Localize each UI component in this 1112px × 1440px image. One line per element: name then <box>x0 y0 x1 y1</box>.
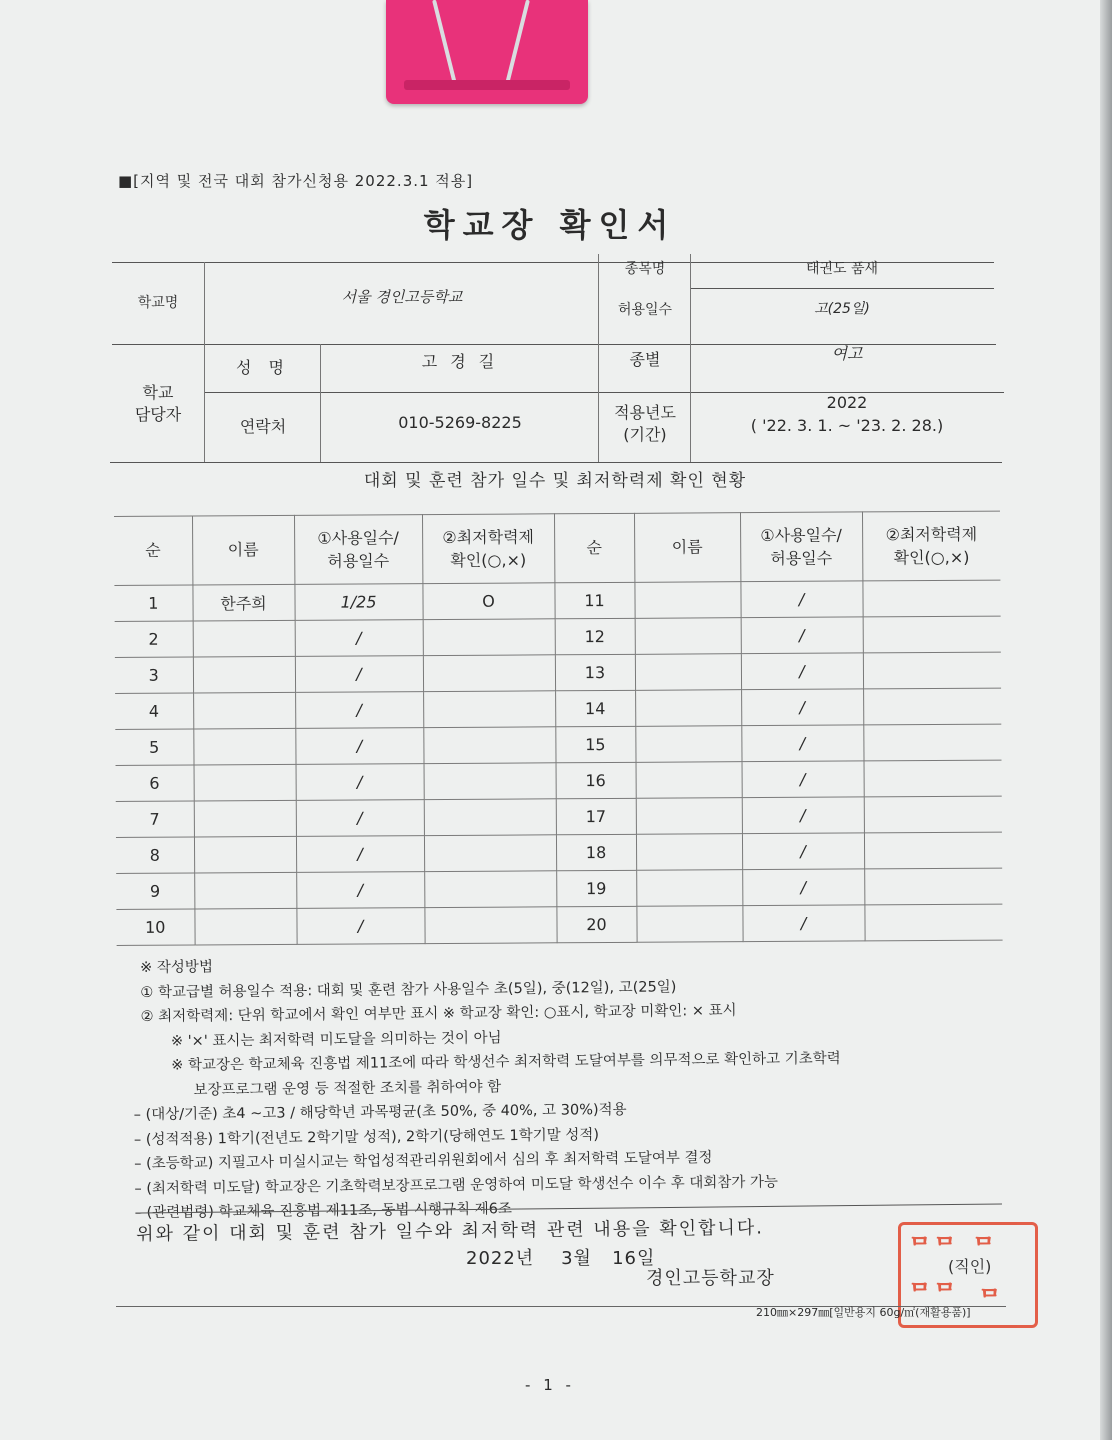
table-cell: 11 <box>554 582 634 618</box>
table-row <box>115 652 1001 693</box>
table-cell: / <box>296 908 424 945</box>
contact-value: 010-5269-8225 <box>398 412 522 432</box>
paper-spec: 210㎜×297㎜[일반용지 60g/㎡(재활용품)] <box>756 1306 971 1319</box>
table-cell <box>864 760 1002 797</box>
table-cell <box>424 763 556 800</box>
table-row <box>116 832 1002 873</box>
table-cell: / <box>296 800 424 837</box>
table-cell: / <box>742 905 864 942</box>
table-cell: 1 <box>114 585 192 621</box>
table-cell <box>863 616 1001 653</box>
table-cell: / <box>741 617 863 654</box>
period-range: ( '22. 3. 1. ~ '23. 2. 28.) <box>750 415 944 435</box>
table-cell <box>424 799 556 836</box>
table-cell: / <box>740 581 862 618</box>
table-header-cell: 이름 <box>192 515 294 585</box>
note-line: ② 최저학력제: 단위 학교에서 확인 여부만 표시 ※ 학교장 확인: ○표시, 학교장 미확인: × 표시 <box>140 1002 737 1025</box>
name-value: 고 경 길 <box>421 351 499 371</box>
table-cell: / <box>742 869 864 906</box>
table-cell <box>194 836 296 873</box>
table-cell: 14 <box>555 690 635 726</box>
table-cell: 17 <box>556 798 636 834</box>
table-cell: / <box>742 761 864 798</box>
staff-label: 학교 담당자 <box>134 382 182 424</box>
table-row <box>116 868 1002 909</box>
table-cell <box>863 688 1001 725</box>
section-title: 대회 및 훈련 참가 일수 및 최저학력제 확인 현황 <box>363 471 747 491</box>
event-value: 태권도 품새 <box>805 261 879 278</box>
table-row <box>115 616 1001 657</box>
allowed-days-label: 허용일수 <box>617 302 673 319</box>
table-cell: 7 <box>116 801 194 837</box>
table-cell <box>193 692 295 729</box>
note-line: ※ 학교장은 학교체육 진흥법 제11조에 따라 학생선수 최저학력 도달여부를 의무적으로 확인하고 기초학력 <box>171 1050 841 1074</box>
table-cell: 8 <box>116 837 194 873</box>
table-cell <box>635 618 741 655</box>
clip-wire-left <box>432 0 457 84</box>
table-header-row <box>114 511 1000 585</box>
table-cell: 1/25 <box>294 584 422 621</box>
table-cell: / <box>741 653 863 690</box>
note-line: – (초등학교) 지필고사 미실시교는 학업성적관리위원회에서 심의 후 최저학력 도달여부 결정 <box>134 1150 713 1173</box>
table-cell: / <box>741 725 863 762</box>
note-line: ① 학교급별 허용일수 적용: 대회 및 훈련 참가 사용일수 초(5일), 중(12일), 고(25일) <box>140 978 677 1001</box>
table-cell <box>636 870 742 907</box>
table-cell: / <box>295 692 423 729</box>
table-row <box>116 760 1002 801</box>
table-row <box>115 724 1001 765</box>
table-cell <box>194 872 296 909</box>
table-cell: 13 <box>555 654 635 690</box>
table-cell <box>636 834 742 871</box>
table-cell <box>864 796 1002 833</box>
binder-clip <box>386 0 588 104</box>
table-row <box>116 796 1002 837</box>
event-label: 종목명 <box>624 261 666 278</box>
table-cell: 6 <box>116 765 194 801</box>
table-cell <box>423 655 555 692</box>
table-cell <box>635 726 741 763</box>
document-title: 학교장 확인서 <box>423 206 677 244</box>
school-label: 학교명 <box>137 295 179 312</box>
table-cell: 3 <box>115 657 193 693</box>
table-cell: 2 <box>115 621 193 657</box>
allowed-days-value: 고(25일) <box>814 301 870 318</box>
table-cell: / <box>742 797 864 834</box>
table-cell <box>636 906 742 943</box>
table-cell: 19 <box>556 870 636 906</box>
table-header-cell: 순 <box>554 513 634 582</box>
table-cell: / <box>296 764 424 801</box>
table-cell: / <box>296 836 424 873</box>
table-cell <box>423 727 555 764</box>
principal-title: 경인고등학교장 <box>646 1268 775 1289</box>
note-line: – (성적적용) 1학기(전년도 2학기말 성적), 2학기(당해연도 1학기말 성적) <box>133 1126 600 1148</box>
note-line: ※ 작성방법 <box>140 959 214 976</box>
clip-wire-right <box>505 0 530 84</box>
gender-value: 여고 <box>831 343 863 363</box>
table-cell <box>864 832 1002 869</box>
confirmation-statement: 위와 같이 대회 및 훈련 참가 일수와 최저학력 관련 내용을 확인합니다. <box>136 1217 765 1245</box>
table-header-cell: ②최저학력제 확인(○,×) <box>422 514 554 584</box>
table-header-cell: ①사용일수/ 허용일수 <box>740 512 862 582</box>
period-label: 적용년도 (기간) <box>614 402 676 444</box>
table-cell: 한주희 <box>192 584 294 621</box>
gender-label: 종별 <box>629 349 661 369</box>
contact-label: 연락처 <box>239 416 287 436</box>
table-cell: 5 <box>115 729 193 765</box>
table-cell: 4 <box>115 693 193 729</box>
table-cell <box>636 798 742 835</box>
table-cell: 12 <box>555 618 635 654</box>
table-cell <box>864 868 1002 905</box>
table-header-cell: 순 <box>114 516 192 585</box>
writing-instructions <box>133 947 1043 1226</box>
table-cell: 9 <box>116 873 194 909</box>
note-line: – (대상/기준) 초4 ~고3 / 해당학년 과목평균(초 50%, 중 40%, 고 30%)적용 <box>133 1101 627 1124</box>
table-header-cell: ①사용일수/ 허용일수 <box>294 515 422 585</box>
period-year: 2022 <box>826 392 868 412</box>
note-line: – (관련법령) 학교체육 진흥법 제11조, 동법 시행규칙 제6조 <box>134 1201 513 1222</box>
table-cell: / <box>295 728 423 765</box>
note-line: 보장프로그램 운영 등 적절한 조치를 취하여야 함 <box>193 1078 502 1098</box>
table-cell <box>194 800 296 837</box>
school-value: 서울 경인고등학교 <box>341 287 463 306</box>
table-cell: / <box>296 872 424 909</box>
issue-date: 2022년 3월 16일 <box>466 1248 656 1269</box>
seal-mark: (직인) <box>948 1257 992 1276</box>
table-cell: O <box>422 583 554 620</box>
table-row <box>115 688 1001 729</box>
table-row <box>116 904 1002 945</box>
official-seal: ᄆᄆ ᄆ ᄆᄆ ᄆ <box>898 1222 1038 1328</box>
table-cell <box>863 652 1001 689</box>
note-line: – (최저학력 미도달) 학교장은 기초학력보장프로그램 운영하여 미도달 학생선수 이수 후 대회참가 가능 <box>134 1173 779 1197</box>
table-cell <box>424 871 556 908</box>
table-cell <box>424 835 556 872</box>
header-note: ■[지역 및 전국 대회 참가신청용 2022.3.1 적용] <box>118 172 474 190</box>
table-cell <box>193 620 295 657</box>
table-cell <box>634 582 740 619</box>
table-cell <box>193 728 295 765</box>
table-cell <box>423 619 555 656</box>
clip-base <box>404 80 570 90</box>
table-cell: 10 <box>116 909 194 945</box>
table-cell <box>635 690 741 727</box>
note-line: ※ '×' 표시는 최저학력 미도달을 의미하는 것이 아님 <box>170 1029 502 1050</box>
page-number: - 1 - <box>525 1376 575 1394</box>
table-cell <box>862 580 1000 617</box>
table-cell: 16 <box>556 762 636 798</box>
table-cell <box>194 764 296 801</box>
table-cell: / <box>741 689 863 726</box>
participation-table <box>114 511 1003 946</box>
table-cell: 20 <box>556 906 636 942</box>
table-cell <box>636 762 742 799</box>
table-cell <box>423 691 555 728</box>
name-label: 성 명 <box>236 357 290 377</box>
table-header-cell: ②최저학력제 확인(○,×) <box>862 511 1000 581</box>
table-cell: / <box>295 656 423 693</box>
table-cell: 18 <box>556 834 636 870</box>
table-cell: / <box>742 833 864 870</box>
table-cell <box>194 908 296 945</box>
table-cell: 15 <box>555 726 635 762</box>
table-cell <box>864 904 1002 941</box>
table-cell <box>863 724 1001 761</box>
table-header-cell: 이름 <box>634 513 740 583</box>
table-cell <box>424 907 556 944</box>
table-cell <box>193 656 295 693</box>
table-row <box>114 580 1000 621</box>
page-edge-shadow <box>1100 0 1112 1440</box>
table-cell: / <box>295 620 423 657</box>
table-cell <box>635 654 741 691</box>
